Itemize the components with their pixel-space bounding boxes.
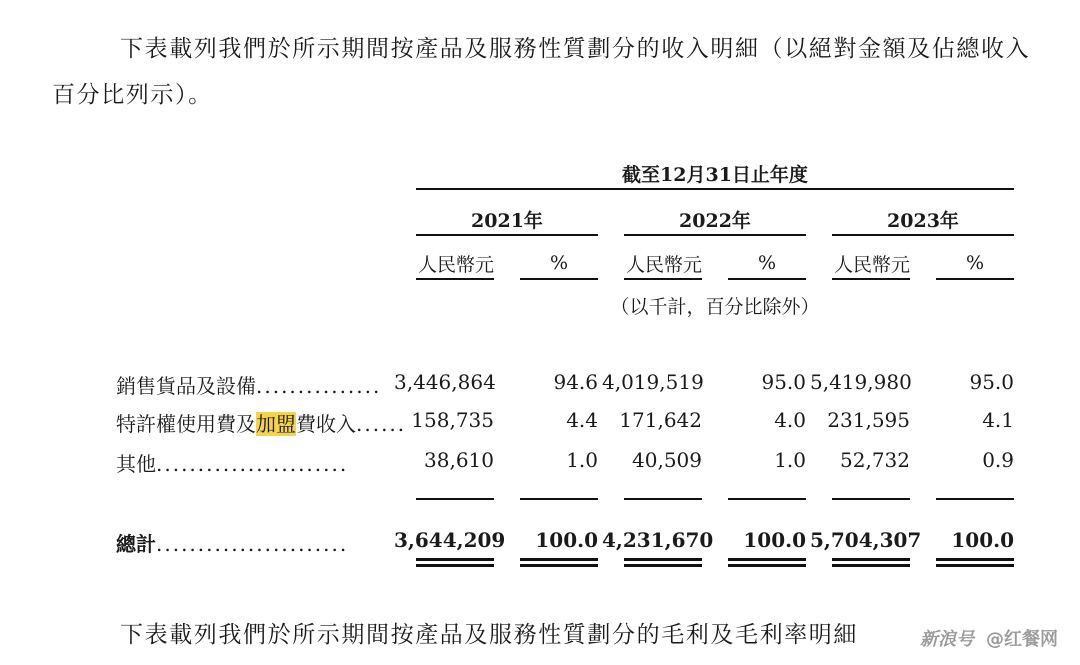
unit-pct-2023: % <box>966 252 985 274</box>
subtotal-rule <box>832 498 910 500</box>
row-label <box>116 448 388 477</box>
total-cell: 100.0 <box>743 528 806 552</box>
double-rule <box>832 558 910 567</box>
cell: 4,019,519 <box>602 370 704 394</box>
subtotal-rule <box>728 498 806 500</box>
leader-dots: ....................... <box>156 452 349 476</box>
row-label <box>116 370 388 399</box>
double-rule <box>936 558 1014 567</box>
unit-pct-2021: % <box>550 252 569 274</box>
leader-dots: ............... <box>256 374 382 398</box>
total-cell: 100.0 <box>535 528 598 552</box>
unit-rmb-2023: 人民幣元 <box>834 254 911 276</box>
watermark-brand: 新浪号 <box>920 629 974 650</box>
unit-rule <box>832 278 910 280</box>
leader-dots: ....................... <box>156 532 349 556</box>
year-rule-2022 <box>624 234 806 236</box>
intro-paragraph: 下表載列我們於所示期間按產品及服務性質劃分的收入明細（以絕對金額及佔總收入百分比列示）。 <box>52 36 1031 108</box>
total-cell: 4,231,670 <box>602 528 714 552</box>
double-rule <box>416 558 494 567</box>
cell: 38,610 <box>424 448 494 472</box>
total-cell: 100.0 <box>951 528 1014 552</box>
cell: 231,595 <box>827 408 910 432</box>
cell: 95.0 <box>761 370 806 394</box>
unit-rule <box>936 278 1014 280</box>
year-rule-2021 <box>416 234 598 236</box>
double-rule <box>624 558 702 567</box>
subtotal-rule <box>624 498 702 500</box>
cell: 4.1 <box>982 408 1014 432</box>
period-header: 截至12月31日止年度 <box>622 164 808 186</box>
period-rule <box>416 188 1014 190</box>
cell: 158,735 <box>411 408 494 432</box>
total-cell: 5,704,307 <box>810 528 922 552</box>
cell: 1.0 <box>774 448 806 472</box>
highlighted-text: 加盟 <box>256 412 296 436</box>
subtotal-rule <box>936 498 1014 500</box>
double-rule <box>728 558 806 567</box>
total-label <box>116 528 388 557</box>
unit-pct-2022: % <box>758 252 777 274</box>
subtotal-rule <box>416 498 494 500</box>
cell: 52,732 <box>840 448 910 472</box>
cell: 40,509 <box>632 448 702 472</box>
total-label-text: 總計 <box>116 532 156 556</box>
cell: 1.0 <box>566 448 598 472</box>
subtotal-rule <box>520 498 598 500</box>
year-rule-2023 <box>832 234 1014 236</box>
next-paragraph: 下表載列我們於所示期間按產品及服務性質劃分的毛利及毛利率明細 <box>120 622 858 648</box>
unit-rule <box>624 278 702 280</box>
unit-note: （以千計，百分比除外） <box>610 296 820 318</box>
row-label <box>116 408 407 437</box>
row-label-text: 特許權使用費及 <box>116 412 256 436</box>
cell: 94.6 <box>553 370 598 394</box>
unit-rmb-2021: 人民幣元 <box>418 254 495 276</box>
watermark <box>920 625 1058 651</box>
cell: 0.9 <box>982 448 1014 472</box>
unit-rmb-2022: 人民幣元 <box>626 254 703 276</box>
year-2022: 2022年 <box>679 210 751 232</box>
year-2023: 2023年 <box>887 210 959 232</box>
cell: 3,446,864 <box>394 370 496 394</box>
cell: 4.0 <box>774 408 806 432</box>
double-rule <box>520 558 598 567</box>
leader-dots: ...... <box>356 412 407 436</box>
row-label-text: 費收入 <box>296 412 356 436</box>
cell: 5,419,980 <box>810 370 912 394</box>
cell: 4.4 <box>566 408 598 432</box>
row-label-text: 銷售貨品及設備 <box>116 374 256 398</box>
unit-rule <box>520 278 598 280</box>
unit-rule <box>728 278 806 280</box>
cell: 95.0 <box>969 370 1014 394</box>
total-cell: 3,644,209 <box>394 528 506 552</box>
row-label-text: 其他 <box>116 452 156 476</box>
cell: 171,642 <box>619 408 702 432</box>
unit-rule <box>416 278 494 280</box>
watermark-handle: @红餐网 <box>986 629 1058 650</box>
year-2021: 2021年 <box>471 210 543 232</box>
